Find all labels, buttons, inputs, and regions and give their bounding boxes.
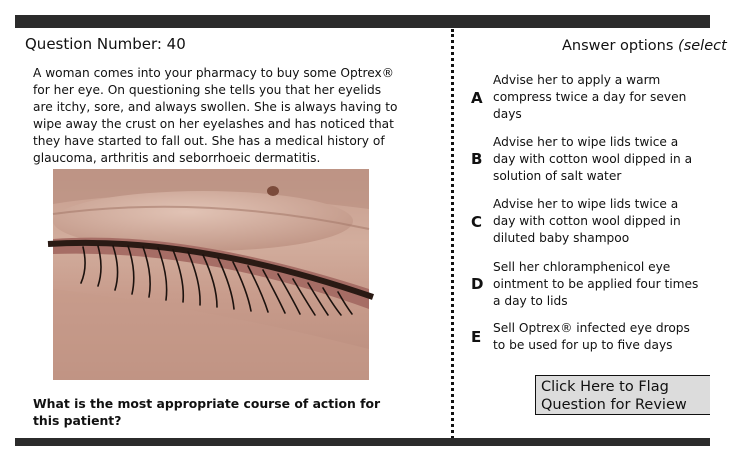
question-stem: A woman comes into your pharmacy to buy some Optrex® for her eye. On questioning she tells you that her eyelids are itchy, sore, and always swollen. She is always having to wipe away the crust on her eyelashes and has noticed that they have started to fall out. She has a medical history of glaucoma, arthritis and seborrhoeic dermatitis. (33, 66, 398, 165)
option-text: Sell her chloramphenicol eye ointment to be applied four times a day to lids (493, 260, 699, 308)
flag-button-line-2: Question for Review (541, 397, 687, 413)
flag-button-line-1: Click Here to Flag (541, 379, 669, 395)
option-letter: B (471, 150, 483, 168)
closed-eye-image (53, 169, 369, 380)
answer-options-header (562, 38, 727, 54)
option-text: Advise her to apply a warm compress twice a day for seven days (493, 73, 687, 121)
option-letter: A (471, 89, 483, 107)
question-number: Question Number: 40 (25, 35, 186, 53)
answer-option-c[interactable] (471, 196, 703, 248)
top-bar (15, 15, 710, 28)
answer-options-instruction: (select (678, 38, 727, 54)
option-text: Advise her to wipe lids twice a day with cotton wool dipped in diluted baby shampoo (493, 197, 681, 245)
answer-option-a[interactable] (471, 72, 703, 124)
option-text: Advise her to wipe lids twice a day with cotton wool dipped in a solution of salt water (493, 135, 693, 183)
question-prompt: What is the most appropriate course of action for this patient? (33, 396, 381, 428)
answer-option-d[interactable] (471, 259, 703, 311)
answer-options-title: Answer options (562, 38, 679, 54)
bottom-bar (15, 438, 710, 446)
option-letter: C (471, 213, 483, 231)
option-letter: E (471, 328, 482, 346)
answer-option-b[interactable] (471, 134, 703, 186)
flag-for-review-button[interactable] (535, 375, 710, 415)
eyelid-photo (53, 169, 369, 380)
panel-divider (451, 29, 454, 439)
option-letter: D (471, 275, 484, 293)
answer-option-e[interactable] (471, 320, 703, 356)
option-text: Sell Optrex® infected eye drops to be used for up to five days (493, 321, 690, 352)
